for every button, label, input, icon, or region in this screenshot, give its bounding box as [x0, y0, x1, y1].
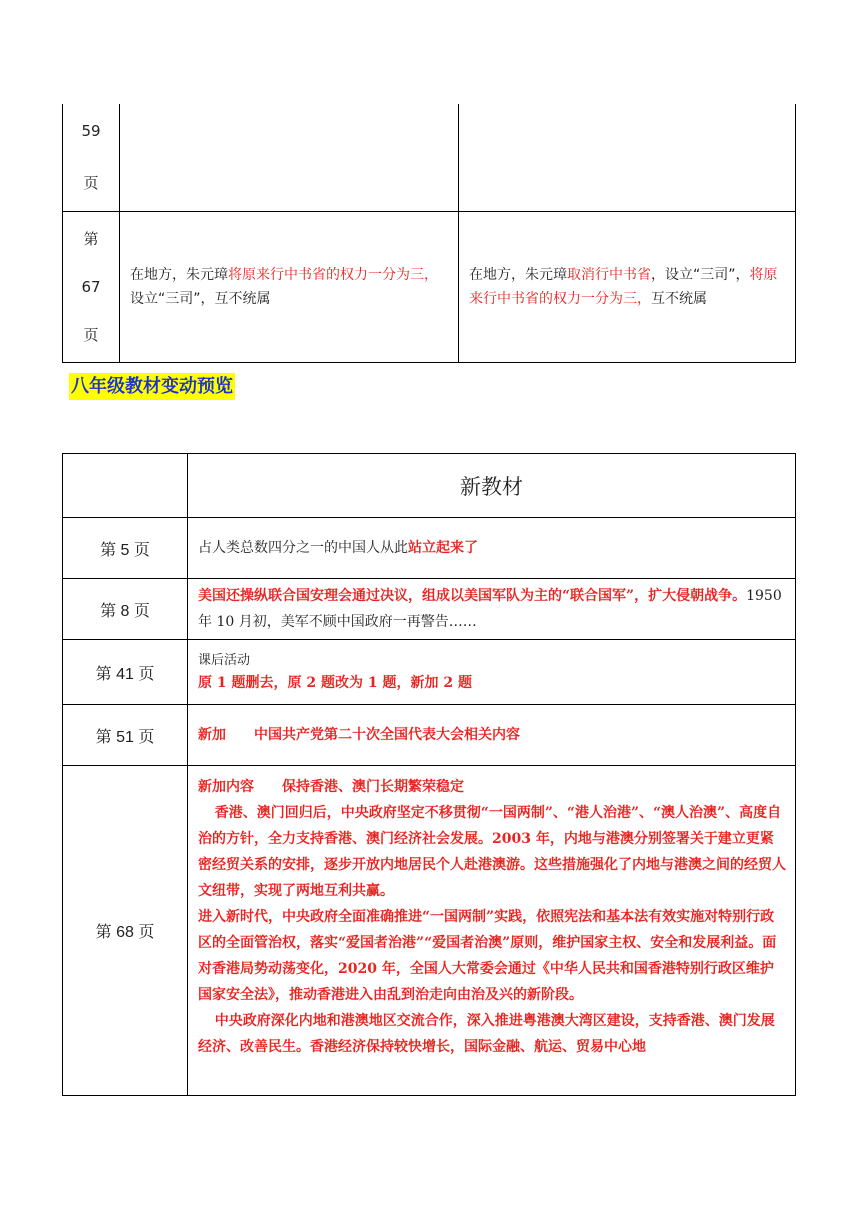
content-highlight: 原 1 题删去，原 2 题改为 1 题，新加 2 题	[198, 675, 472, 691]
page-label: 第	[83, 229, 99, 248]
table-row	[63, 579, 796, 640]
page-label: 页	[83, 325, 99, 344]
content-cell	[188, 518, 796, 579]
table-row	[63, 211, 796, 362]
old-text-cell	[120, 104, 459, 211]
page-label: 59	[81, 122, 101, 141]
new-text: ，设立“三司”，	[651, 266, 750, 283]
page-cell: 第 5 页	[63, 518, 188, 579]
textbook-change-table	[62, 453, 796, 1096]
new-text-highlight: 将原来行中书省的权力一分为三，	[469, 266, 778, 307]
content-paragraph: 香港、澳门回归后，中央政府坚定不移贯彻“一国两制”、“港人治港”、“澳人治澳”、高度自治的方针，全力支持香港、澳门经济社会发展。2003 年，内地与港澳分别签署关于建立更紧密经贸关系的安排，逐步开放内地居民个人赴港澳游。这些措施强化了内地与港澳之间的经贸人文纽带，实现了两地互利共赢。	[198, 805, 786, 899]
content-cell	[188, 766, 796, 1096]
header-empty-cell	[63, 454, 188, 518]
table-header-row	[63, 454, 796, 518]
table-row	[63, 766, 796, 1096]
header-cell: 新教材	[188, 454, 796, 518]
content-text: 占人类总数四分之一的中国人从此	[198, 540, 408, 556]
section-heading: 八年级教材变动预览	[69, 373, 235, 400]
table-row	[63, 640, 796, 705]
page-label: 67	[81, 277, 101, 296]
new-text-cell	[459, 211, 796, 362]
top-comparison-table	[62, 104, 796, 363]
page-cell: 第 41 页	[63, 640, 188, 705]
table-row	[63, 705, 796, 766]
new-text-cell	[459, 104, 796, 211]
content-text: 1950 年 10 月初，美军不顾中国政府一再警告……	[198, 588, 782, 630]
page-label: 页	[83, 174, 99, 193]
new-text: 在地方，朱元璋	[469, 266, 567, 283]
table-row	[63, 518, 796, 579]
content-title: 新加内容 保持香港、澳门长期繁荣稳定	[198, 779, 464, 795]
content-highlight: 美国还操纵联合国安理会通过决议，组成以美国军队为主的“联合国军”，扩大侵朝战争。	[198, 588, 747, 604]
content-highlight: 新加 中国共产党第二十次全国代表大会相关内容	[198, 727, 520, 743]
new-text-highlight: 取消行中书省	[567, 266, 651, 283]
content-highlight: 站立起来了	[408, 540, 478, 556]
old-text: 在地方，朱元璋	[130, 266, 228, 283]
old-text-cell	[120, 211, 459, 362]
page-cell	[63, 104, 120, 211]
table-row	[63, 104, 796, 211]
content-text: 课后活动	[198, 653, 251, 668]
content-paragraph: 中央政府深化内地和港澳地区交流合作，深入推进粤港澳大湾区建设，支持香港、澳门发展经济、改善民生。香港经济保持较快增长，国际金融、航运、贸易中心地	[198, 1013, 775, 1055]
new-text: 互不统属	[651, 290, 707, 307]
old-text-highlight: 将原来行中书省的权力一分为三，	[228, 266, 438, 283]
content-paragraph: 进入新时代，中央政府全面准确推进“一国两制”实践，依照宪法和基本法有效实施对特别行政区的全面管治权，落实“爱国者治港”“爱国者治澳”原则，维护国家主权、安全和发展利益。面对香港局势动荡变化，2020 年，全国人大常委会通过《中华人民共和国香港特别行政区维护国家安全法》，推动香港进入由乱到治走向由治及兴的新阶段。	[198, 909, 777, 1003]
page-cell: 第 8 页	[63, 579, 188, 640]
page-cell: 第 51 页	[63, 705, 188, 766]
content-cell	[188, 705, 796, 766]
content-cell	[188, 579, 796, 640]
content-cell	[188, 640, 796, 705]
page-cell	[63, 211, 120, 362]
old-text: 设立“三司”，互不统属	[130, 290, 271, 307]
page-cell: 第 68 页	[63, 766, 188, 1096]
